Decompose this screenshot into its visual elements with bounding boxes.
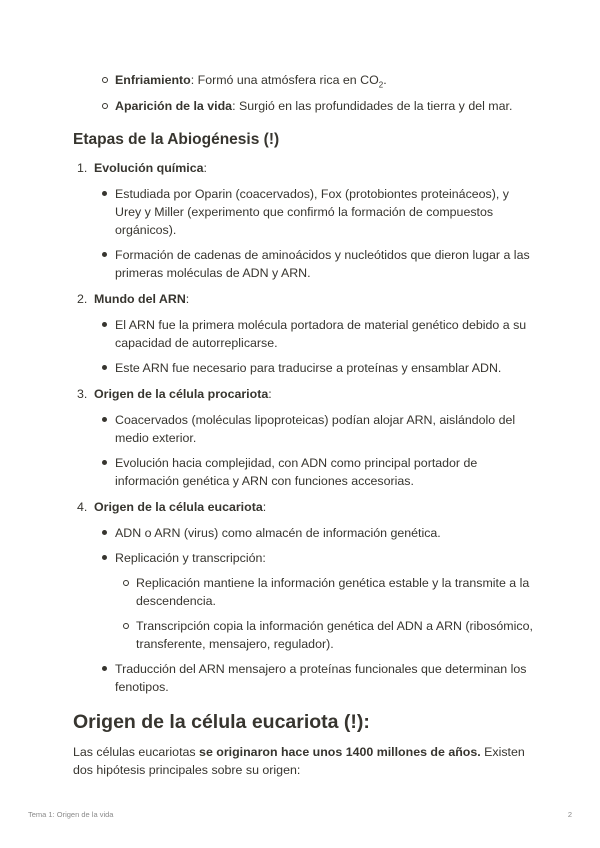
stage-number: 3. [77,387,88,401]
list-item: ADN o ARN (virus) como almacén de información genética. [115,524,533,542]
list-item: Enfriamiento: Formó una atmósfera rica en $CO_2$. [115,71,533,89]
stage-bullets [94,524,533,696]
list-item: Evolución hacia complejidad, con ADN como principal portador de información genética y ARN con funciones accesorias. [115,454,533,490]
stage-bullets [94,185,533,282]
paragraph: Las células eucariotas se originaron hace unos 1400 millones de años. Existen dos hipótesis principales sobre su origen: [73,745,525,777]
stage-number: 1. [77,161,88,175]
stage-title: Origen de la célula eucariota: [94,500,267,514]
stage-bullets [94,316,533,377]
footer-title: Tema 1: Origen de la vida [28,810,114,819]
list-item: Transcripción copia la información genética del ADN a ARN (ribosómico, transferente, mensajero, regulador). [136,619,533,651]
stage-item-4 [73,498,533,696]
document-page [73,71,533,779]
list-item: Traducción del ARN mensajero a proteínas funcionales que determinan los fenotipos. [115,660,533,696]
stage-item-1 [73,159,533,282]
list-item: El ARN fue la primera molécula portadora de material genético debido a su capacidad de autorreplicarse. [115,316,533,352]
stage-item-3 [73,385,533,490]
list-item: Replicación y transcripción: Replicación mantiene la información genética estable y la transmite a la descendencia. Transcripción copia la información genética del ADN a ARN (ribosómico, transferente, mensajero, regulador). [115,551,533,651]
list-item: Aparición de la vida: Surgió en las profundidades de la tierra y del mar. [115,97,533,115]
stage-bullets [94,411,533,490]
stage-number: 2. [77,292,88,306]
nested-bullets [115,574,533,653]
section-heading-eukaryote: Origen de la célula eucariota (!): [73,711,370,733]
stage-title: Origen de la célula procariota: [94,387,272,401]
page-footer [28,810,572,820]
section-heading-abiogenesis: Etapas de la Abiogénesis (!) [73,131,280,148]
stage-title: Mundo del ARN: [94,292,190,306]
list-item: Coacervados (moléculas lipoproteicas) podían alojar ARN, aislándolo del medio exterior. [115,411,533,447]
stages-list [73,159,533,696]
stage-item-2 [73,290,533,377]
stage-title: Evolución química: [94,161,207,175]
intro-list [73,71,533,115]
page-number: 2 [567,810,572,819]
list-item: Estudiada por Oparin (coacervados), Fox (protobiontes proteináceos), y Urey y Miller (experimento que confirmó la formación de compuestos orgánicos). [115,185,533,239]
stage-number: 4. [77,500,88,514]
list-item: Replicación mantiene la información genética estable y la transmite a la descendencia. [136,574,533,610]
list-item: Este ARN fue necesario para traducirse a proteínas y ensamblar ADN. [115,359,533,377]
list-item: Formación de cadenas de aminoácidos y nucleótidos que dieron lugar a las primeras moléculas de ADN y ARN. [115,246,533,282]
